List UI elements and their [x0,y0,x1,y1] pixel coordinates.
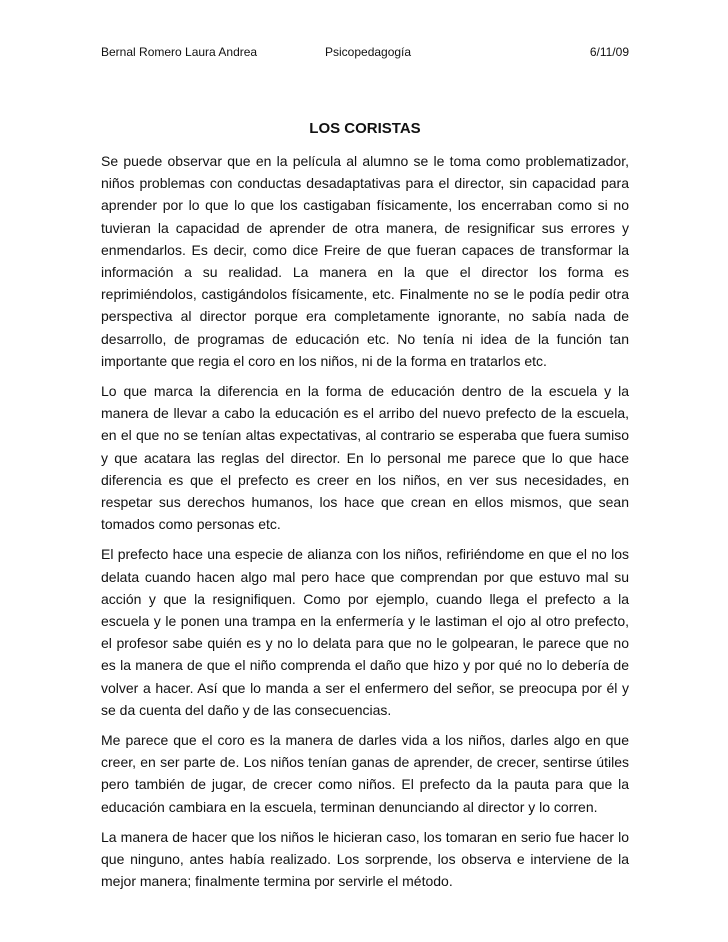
header-date: 6/11/09 [589,45,629,59]
header-author: Bernal Romero Laura Andrea [101,45,258,59]
paragraph: Se puede observar que en la película al alumno se le toma como problematizador, niños problemas con conductas desadaptativas para el director, sin capacidad para aprender por lo que lo que los castigaban físicamente, los encerraban como si no tuvieran la capacidad de aprender de otra manera, de resignificar sus errores y enmendarlos. Es decir, como dice Freire de que fueran capaces de transformar la información a su realidad. La manera en la que el director los forma es reprimiéndolos, castigándolos físicamente, etc. Finalmente no se le podía pedir otra perspectiva al director porque era completamente ignorante, no sabía nada de desarrollo, de programas de educación etc. No tenía ni idea de la función tan importante que regia el coro en los niños, ni de la forma en tratarlos etc. [101,153,629,369]
header-subject: Psicopedagogía [325,45,412,59]
paragraph: El prefecto hace una especie de alianza con los niños, refiriéndome en que el no los delata cuando hacen algo mal pero hace que comprendan por que estuvo mal su acción y que la resignifiquen. Como por ejemplo, cuando llega el prefecto a la escuela y le ponen una trampa en la enfermería y le lastiman el ojo al otro prefecto, el profesor sabe quién es y no lo delata para que no le golpearan, le parece que no es la manera de que el niño comprenda el daño que hizo y por qué no lo debería de volver a hacer. Así que lo manda a ser el enfermero del señor, se preocupa por él y se da cuenta del daño y de las consecuencias. [101,546,629,718]
paragraph: La manera de hacer que los niños le hicieran caso, los tomaran en serio fue hacer lo que ninguno, antes había realizado. Los sorprende, los observa e interviene de la mejor manera; finalmente termina por servirle el método. [101,828,629,890]
paragraph: Me parece que el coro es la manera de darles vida a los niños, darles algo en que creer, en ser parte de. Los niños tenían ganas de aprender, de crecer, sentirse útiles pero también de jugar, de crecer como niños. El prefecto da la pauta para que la educación cambiara en la escuela, terminan denunciando al director y lo corren. [101,732,629,815]
paragraph: Lo que marca la diferencia en la forma de educación dentro de la escuela y la manera de llevar a cabo la educación es el arribo del nuevo prefecto de la escuela, en el que no se tenían altas expectativas, al contrario se esperaba que fuera sumiso y que acatara las reglas del director. En lo personal me parece que lo que hace diferencia es que el prefecto es creer en los niños, en ver sus necesidades, en respetar sus derechos humanos, los hace que crean en ellos mismos, que sean tomados como personas etc. [101,383,629,533]
page-header [101,45,629,63]
document-body [101,150,629,901]
document-title: LOS CORISTAS [309,120,421,137]
